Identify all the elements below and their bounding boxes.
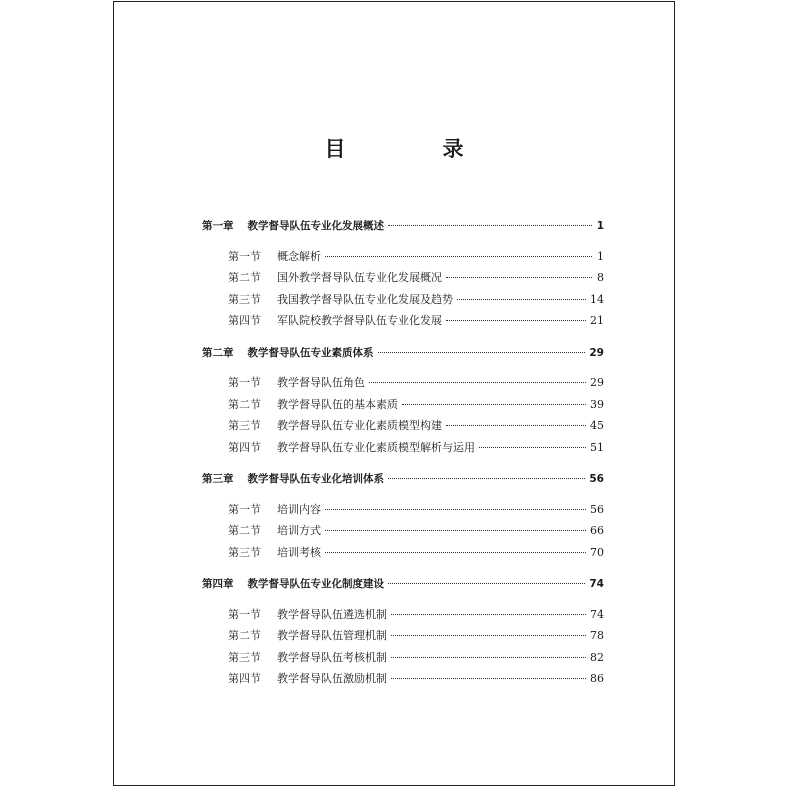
toc-section-entry[interactable] bbox=[202, 291, 604, 313]
dot-leader bbox=[391, 678, 586, 679]
toc-section-entry[interactable] bbox=[202, 312, 604, 334]
section-number: 第三节 bbox=[228, 650, 261, 664]
toc-section-entry[interactable] bbox=[202, 439, 604, 461]
dot-leader bbox=[446, 277, 592, 278]
section-title: 教学督导队伍的基本素质 bbox=[277, 397, 398, 411]
page-number: 70 bbox=[590, 545, 604, 559]
page-number: 39 bbox=[590, 397, 604, 411]
section-title: 教学督导队伍考核机制 bbox=[277, 650, 387, 664]
section-title: 培训考核 bbox=[277, 545, 321, 559]
toc-section-entry[interactable] bbox=[202, 417, 604, 439]
page-number: 78 bbox=[590, 629, 604, 642]
section-title: 教学督导队伍专业化素质模型解析与运用 bbox=[277, 440, 475, 454]
page-number: 66 bbox=[590, 524, 604, 537]
table-of-contents bbox=[202, 218, 604, 692]
dot-leader bbox=[388, 478, 585, 479]
section-title: 教学督导队伍专业化素质模型构建 bbox=[277, 419, 442, 432]
toc-chapter-entry[interactable] bbox=[202, 471, 604, 493]
chapter-number: 第四章 bbox=[202, 578, 234, 590]
section-number: 第四节 bbox=[228, 672, 261, 685]
section-title: 教学督导队伍遴选机制 bbox=[277, 607, 387, 621]
section-number: 第四节 bbox=[228, 314, 261, 327]
page-number: 56 bbox=[590, 502, 604, 516]
section-title: 培训内容 bbox=[277, 502, 321, 516]
toc-section-entry[interactable] bbox=[202, 649, 604, 671]
section-number: 第一节 bbox=[228, 249, 261, 263]
toc-chapter-entry[interactable] bbox=[202, 218, 604, 240]
chapter-title: 教学督导队伍专业化制度建设 bbox=[247, 578, 384, 590]
section-number: 第二节 bbox=[228, 629, 261, 642]
section-number: 第三节 bbox=[228, 292, 261, 306]
section-number: 第一节 bbox=[228, 607, 261, 621]
chapter-number: 第三章 bbox=[202, 473, 234, 485]
dot-leader bbox=[391, 635, 586, 636]
section-number: 第二节 bbox=[228, 271, 261, 284]
section-number: 第三节 bbox=[228, 545, 261, 559]
toc-section-entry[interactable] bbox=[202, 374, 604, 396]
page-number: 45 bbox=[590, 419, 604, 432]
toc-section-entry[interactable] bbox=[202, 248, 604, 270]
chapter-title: 教学督导队伍专业素质体系 bbox=[247, 346, 374, 359]
page-number: 1 bbox=[596, 220, 604, 232]
section-number: 第一节 bbox=[228, 502, 261, 516]
dot-leader bbox=[457, 299, 586, 300]
dot-leader bbox=[446, 425, 586, 426]
dot-leader bbox=[388, 225, 592, 226]
toc-section-entry[interactable] bbox=[202, 396, 604, 418]
page-number: 86 bbox=[590, 672, 604, 685]
dot-leader bbox=[325, 256, 592, 257]
section-number: 第二节 bbox=[228, 397, 261, 411]
toc-section-entry[interactable] bbox=[202, 627, 604, 649]
page-number: 29 bbox=[590, 376, 604, 389]
page-title: 目 录 bbox=[324, 137, 502, 161]
chapter-number: 第二章 bbox=[202, 346, 234, 359]
dot-leader bbox=[391, 614, 586, 615]
toc-section-entry[interactable] bbox=[202, 522, 604, 544]
dot-leader bbox=[388, 583, 585, 584]
page-number: 21 bbox=[590, 314, 604, 327]
dot-leader bbox=[391, 657, 586, 658]
section-title: 概念解析 bbox=[277, 249, 321, 263]
toc-chapter-entry[interactable] bbox=[202, 345, 604, 367]
chapter-number: 第一章 bbox=[202, 220, 234, 232]
page-number: 74 bbox=[589, 578, 604, 590]
chapter-title: 教学督导队伍专业化发展概述 bbox=[247, 220, 384, 232]
dot-leader bbox=[325, 509, 586, 510]
page-number: 56 bbox=[589, 473, 604, 485]
dot-leader bbox=[378, 352, 586, 353]
toc-section-entry[interactable] bbox=[202, 606, 604, 628]
section-title: 军队院校教学督导队伍专业化发展 bbox=[277, 314, 442, 327]
dot-leader bbox=[402, 404, 586, 405]
section-title: 国外教学督导队伍专业化发展概况 bbox=[277, 271, 442, 284]
section-number: 第一节 bbox=[228, 376, 261, 389]
dot-leader bbox=[325, 552, 586, 553]
section-title: 培训方式 bbox=[277, 524, 321, 537]
dot-leader bbox=[369, 382, 586, 383]
page-number: 51 bbox=[590, 440, 604, 454]
section-number: 第二节 bbox=[228, 524, 261, 537]
page-number: 74 bbox=[590, 607, 604, 621]
page-number: 1 bbox=[597, 249, 604, 263]
dot-leader bbox=[479, 447, 586, 448]
document-page bbox=[113, 1, 675, 786]
toc-section-entry[interactable] bbox=[202, 269, 604, 291]
page-number: 8 bbox=[597, 271, 604, 284]
section-number: 第四节 bbox=[228, 440, 261, 454]
section-title: 我国教学督导队伍专业化发展及趋势 bbox=[277, 292, 453, 306]
page-number: 29 bbox=[589, 346, 604, 359]
chapter-title: 教学督导队伍专业化培训体系 bbox=[247, 473, 384, 485]
section-title: 教学督导队伍管理机制 bbox=[277, 629, 387, 642]
dot-leader bbox=[446, 320, 586, 321]
toc-section-entry[interactable] bbox=[202, 670, 604, 692]
page-number: 82 bbox=[590, 650, 604, 664]
page-number: 14 bbox=[590, 292, 604, 306]
section-title: 教学督导队伍激励机制 bbox=[277, 672, 387, 685]
toc-section-entry[interactable] bbox=[202, 501, 604, 523]
toc-section-entry[interactable] bbox=[202, 544, 604, 566]
section-title: 教学督导队伍角色 bbox=[277, 376, 365, 389]
dot-leader bbox=[325, 530, 586, 531]
toc-chapter-entry[interactable] bbox=[202, 576, 604, 598]
section-number: 第三节 bbox=[228, 419, 261, 432]
